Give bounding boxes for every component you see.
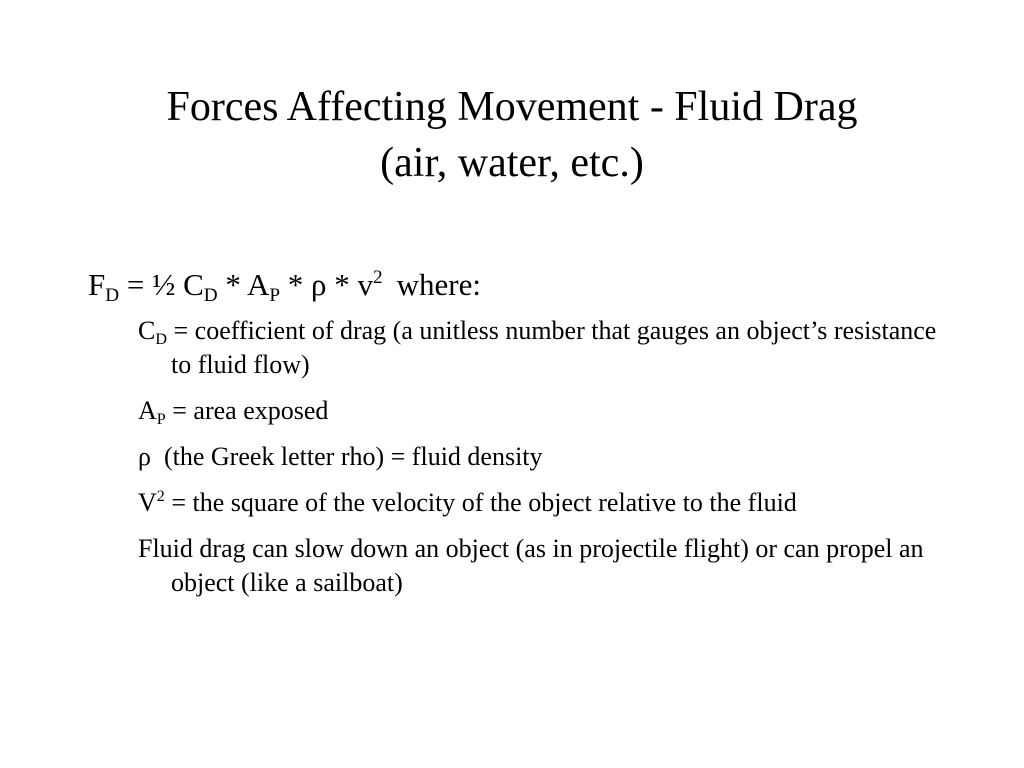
title-line-2: (air, water, etc.) — [380, 140, 644, 186]
definition-list — [138, 314, 938, 612]
formula-half-c: = ½ C — [119, 267, 204, 302]
definition-velocity-squared — [138, 486, 938, 520]
cd-symbol: C — [138, 316, 156, 345]
formula-f: F — [88, 267, 106, 302]
formula-where: where: — [396, 267, 481, 302]
note-text: Fluid drag can slow down an object (as in projectile flight) or can propel an object (like a sailboat) — [138, 534, 924, 597]
title-line-1: Forces Affecting Movement - Fluid Drag — [166, 84, 858, 130]
rho-text: (the Greek letter rho) = fluid density — [150, 442, 543, 471]
formula-f-subscript: D — [105, 285, 120, 307]
definition-fluid-density — [138, 440, 938, 474]
drag-formula — [88, 266, 481, 307]
ap-text: = area exposed — [165, 396, 329, 425]
formula-a-subscript: P — [269, 285, 281, 307]
cd-text: = coefficient of drag (a unitless number that gauges an object’s resistance to fluid flow) — [166, 316, 937, 379]
ap-symbol: A — [138, 396, 157, 425]
definition-drag-coefficient — [138, 314, 938, 382]
formula-c-subscript: D — [203, 285, 218, 307]
formula-v-superscript: 2 — [373, 267, 383, 289]
definition-area-exposed — [138, 394, 938, 428]
ap-subscript: P — [156, 411, 166, 429]
fluid-drag-note — [138, 532, 938, 600]
v-superscript: 2 — [156, 488, 165, 506]
v-text: = the square of the velocity of the object relative to the fluid — [164, 488, 797, 517]
formula-times-a: * A — [217, 267, 270, 302]
cd-subscript: D — [155, 331, 167, 349]
formula-times-rho-v: * ρ * v — [280, 267, 374, 302]
rho-symbol: ρ — [138, 442, 151, 471]
slide-title — [60, 79, 964, 191]
v-symbol: V — [138, 488, 157, 517]
